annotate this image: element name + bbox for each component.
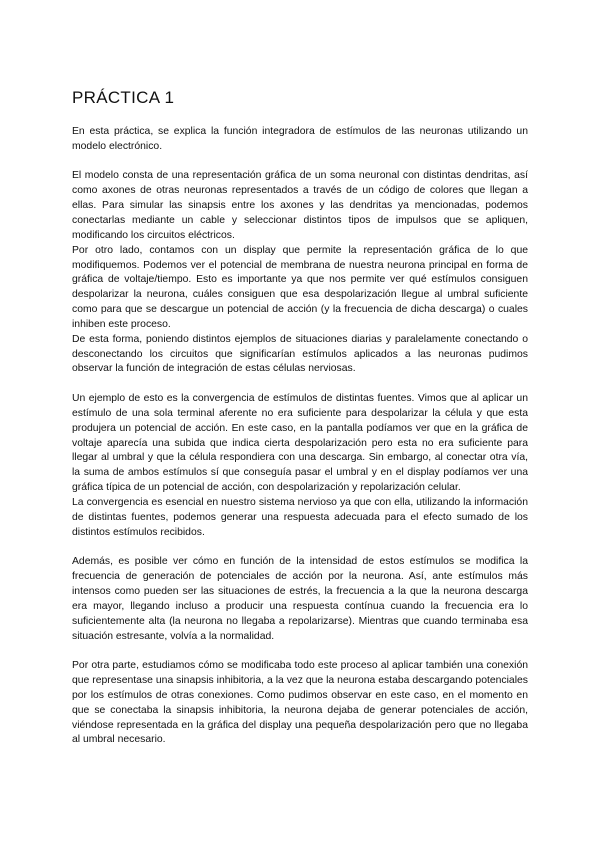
paragraph-display: Por otro lado, contamos con un display que permite la representación gráfica de lo que modifiquemos. Podemos ver el potencial de membrana de nuestra neurona principal en forma de gráfica de voltaje/tiempo. Esto es importante ya que nos permite ver qué estímulos consiguen despolarizar la neurona, cuáles consiguen que esa despolarización llegue al umbral suficiente como para que se descargue un potencial de acción (y la frecuencia de dicha descarga) o cuales inhiben este proceso.	[72, 244, 528, 330]
paragraph-intensity: Además, es posible ver cómo en función de la intensidad de estos estímulos se modifica la frecuencia de generación de potenciales de acción por la neurona. Así, ante estímulos más intensos como pueden ser las situaciones de estrés, la frecuencia a la que la neurona descarga era mayor, llegando incluso a producir una respuesta contínua cuando la frecuencia era lo suficientemente alta (la neurona no llegaba a repolarizarse). Mientras que cuando terminaba esa situación estresante, volvía a la normalidad.	[72, 556, 528, 642]
paragraph-intro: En esta práctica, se explica la función integradora de estímulos de las neuronas utilizando un modelo electrónico.	[72, 126, 528, 152]
page-title: PRÁCTICA 1	[72, 88, 175, 107]
paragraph-model: El modelo consta de una representación gráfica de un soma neuronal con distintas dendritas, así como axones de otras neuronas representados a través de un código de colores que llegan a ellas. Para simular las sinapsis entre los axones y las dendritas ya mencionadas, podemos conectarlas mediante un cable y seleccionar distintos tipos de impulsos que se apliquen, modificando los circuitos eléctricos.	[72, 170, 528, 241]
document-page	[72, 88, 528, 748]
paragraph-inhibitory: Por otra parte, estudiamos cómo se modificaba todo este proceso al aplicar también una conexión que representase una sinapsis inhibitoria, a la vez que la neurona estaba descargando potenciales por los estímulos de otras conexiones. Como pudimos observar en este caso, en el momento en que se conectaba la sinapsis inhibitoria, la neurona dejaba de generar potenciales de acción, viéndose representada en la gráfica del display una pequeña despolarización pero que no llegaba al umbral necesario.	[72, 660, 528, 746]
paragraph-examples: De esta forma, poniendo distintos ejemplos de situaciones diarias y paralelamente conectando o desconectando los circuitos que significarían estímulos aplicados a las neuronas pudimos observar la función de integración de estas células nerviosas.	[72, 333, 528, 375]
paragraph-gap	[72, 541, 528, 556]
paragraph-convergence-importance: La convergencia es esencial en nuestro sistema nervioso ya que con ella, utilizando la información de distintas fuentes, podemos generar una respuesta adecuada para el efecto sumado de los distintos estímulos recibidos.	[72, 497, 528, 538]
paragraph-gap	[72, 644, 528, 659]
paragraph-gap	[72, 377, 528, 392]
paragraph-gap	[72, 155, 528, 170]
paragraph-convergence-example: Un ejemplo de esto es la convergencia de estímulos de distintas fuentes. Vimos que al aplicar un estímulo de una sola terminal aferente no era suficiente para despolarizar la célula y que esta produjera un potencial de acción. En este caso, en la pantalla podíamos ver que en la gráfica de voltaje aparecía una subida que indica cierta despolarización pero esta no era suficiente para llegar al umbral y que la célula respondiera con una descarga. Sin embargo, al conectar otra vía, la suma de ambos estímulos sí que conseguía pasar el umbral y en el display podíamos ver una gráfica típica de un potencial de acción, con despolarización y repolarización celular.	[72, 393, 528, 494]
